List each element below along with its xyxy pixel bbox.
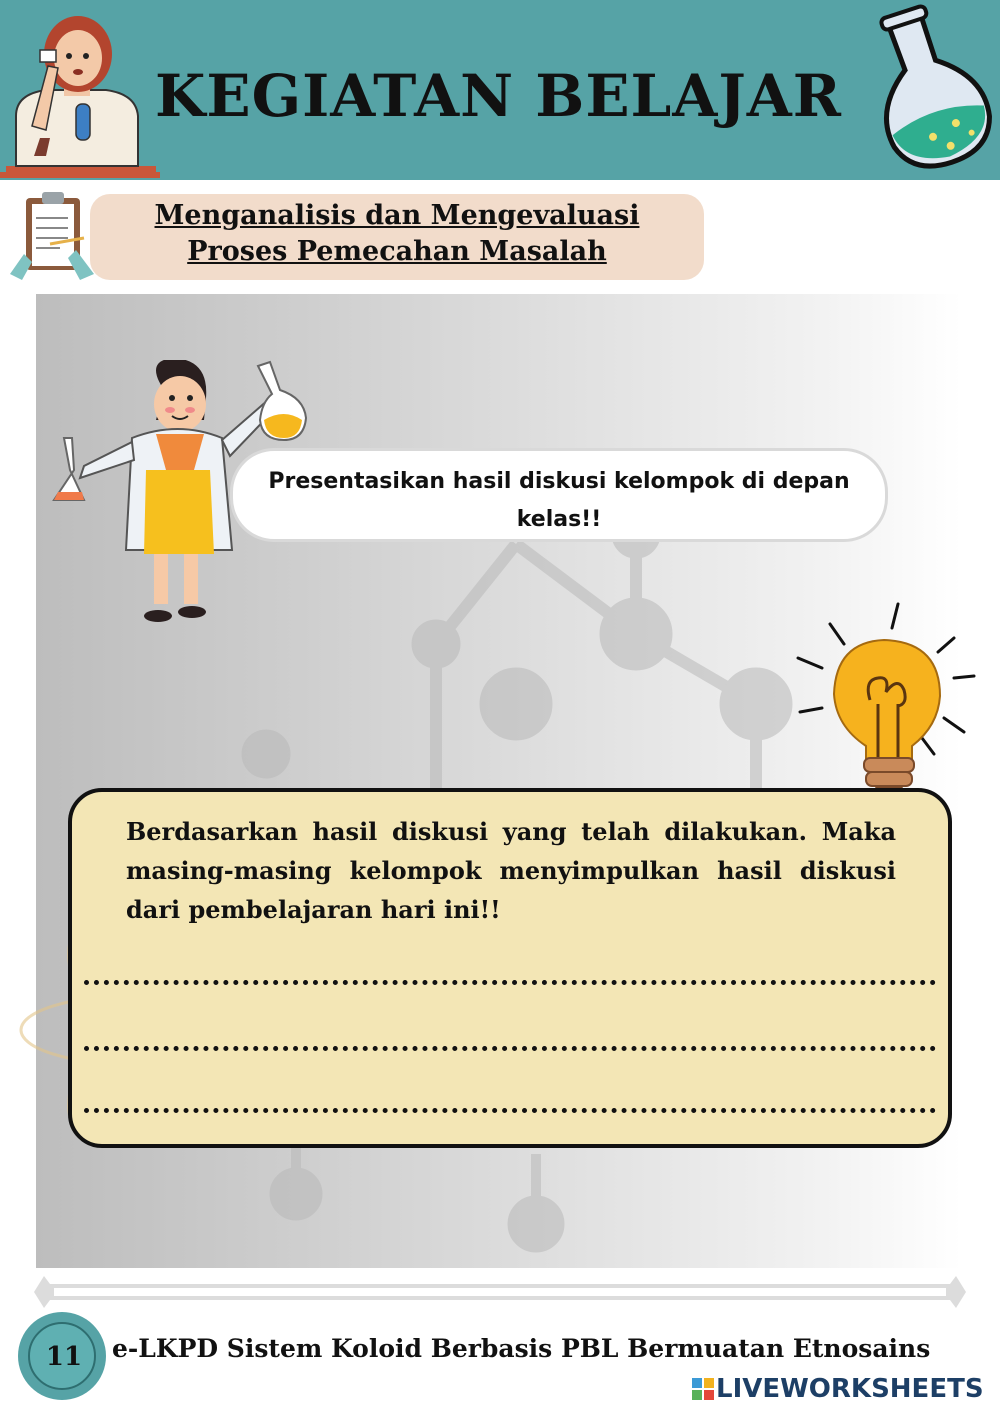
page-title: KEGIATAN BELAJAR	[155, 62, 842, 130]
footer-divider	[30, 1272, 970, 1312]
page-number-badge	[18, 1312, 106, 1400]
subtitle-box	[90, 194, 704, 280]
subtitle-line-2: Proses Pemecahan Masalah	[187, 236, 607, 267]
flask-icon	[858, 4, 998, 174]
footer-caption: e-LKPD Sistem Koloid Berbasis PBL Bermuatan Etnosains	[112, 1334, 931, 1363]
answer-line-1[interactable]	[84, 980, 936, 985]
speech-text: Presentasikan hasil diskusi kelompok di depan kelas!!	[268, 469, 850, 532]
answer-prompt: Berdasarkan hasil diskusi yang telah dilakukan. Maka masing-masing kelompok menyimpulkan hasil diskusi dari pembelajaran hari ini!!	[126, 817, 896, 924]
scientist-illustration	[6, 6, 156, 176]
answer-line-3[interactable]	[84, 1108, 936, 1113]
answer-box	[68, 788, 952, 1148]
liveworksheets-brand[interactable]: LIVEWORKSHEETS	[716, 1374, 984, 1404]
clipboard-icon	[10, 188, 94, 282]
speech-bubble	[230, 448, 888, 542]
liveworksheets-logo-icon[interactable]	[692, 1378, 714, 1400]
subtitle-line-1: Menganalisis dan Mengevaluasi	[154, 200, 640, 231]
answer-line-2[interactable]	[84, 1046, 936, 1051]
page-number-inner	[28, 1322, 96, 1390]
lightbulb-icon	[794, 600, 984, 810]
page-number: 11	[45, 1342, 83, 1372]
